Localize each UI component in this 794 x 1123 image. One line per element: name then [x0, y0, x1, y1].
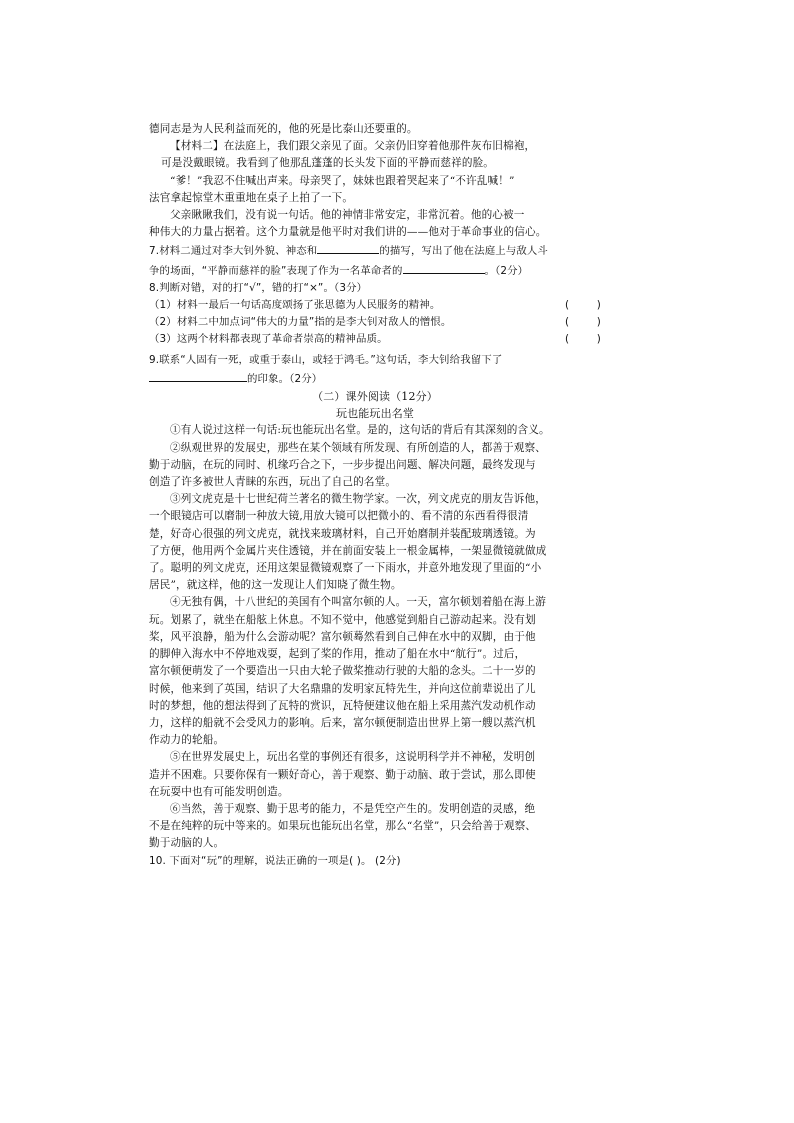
question-7-line-1: 7.材料二通过对李大钊外貌、神态和 的描写，写出了他在法庭上与敌人斗	[149, 241, 601, 260]
answer-blank[interactable]	[317, 241, 379, 254]
material-two-line: 可是没戴眼镜。我看到了他那乱蓬蓬的长头发下面的平静而慈祥的脸。	[161, 157, 495, 170]
passage-line: 德同志是为人民利益而死的，他的死是比泰山还要重的。	[149, 123, 418, 135]
question-8-title: 8.判断对错，对的打“√”，错的打“×”。（3分）	[149, 281, 368, 294]
passage-line: 法官拿起惊堂木重重地在桌子上拍了一下。	[149, 191, 354, 204]
article-line: 勤于动脑，在玩的同时、机缘巧合之下，一步步提出问题、解决问题，最终发现与	[149, 458, 536, 471]
answer-blank[interactable]	[149, 369, 247, 382]
article-line: 时候，他来到了英国，结识了大名鼎鼎的发明家瓦特先生，并向这位前辈说出了儿	[149, 682, 536, 695]
article-line: 力，这样的船就不会受风力的影响。后来，富尔顿便制造出世界上第一艘以蒸汽机	[149, 716, 536, 729]
article-line: ⑤在世界发展史上，玩出名堂的事例还有很多，这说明科学并不神秘，发明创	[170, 751, 536, 764]
passage-line: 父亲瞅瞅我们，没有说一句话。他的神情非常安定，非常沉着。他的心被一	[170, 209, 525, 222]
article-line: 勤于动脑的人。	[149, 837, 225, 850]
article-line: 的脚伸入海水中不停地戏耍，起到了桨的作用，推动了船在水中“航行”。过后，	[149, 648, 526, 661]
article-line: 了方便，他用两个金属片夹住透镜，并在前面安装上一根金属棒，一架显微镜就做成	[149, 544, 547, 557]
article-body	[149, 422, 601, 852]
question-10: 10. 下面对“玩”的理解，说法正确的一项是( )。 (2分)	[149, 854, 401, 867]
article-line: ③列文虎克是十七世纪荷兰著名的微生物学家。一次，列文虎克的朋友告诉他，	[170, 493, 547, 506]
passage-line: “爹！”我忍不住喊出声来。母亲哭了，妹妹也跟着哭起来了“不许乱喊！”	[170, 174, 515, 187]
question-8-item: （3）这两个材料都表现了革命者崇高的精神品质。 ( )	[149, 331, 601, 348]
article-line: 一个眼镜店可以磨制一种放大镜,用放大镜可以把微小的、看不清的东西看得很清	[149, 510, 529, 523]
article-line: 居民”，就这样，他的这一发现让人们知晓了微生物。	[149, 579, 402, 592]
article-line: 桨，风平浪静，船为什么会游动呢？富尔顿蓦然看到自己伸在水中的双脚，由于他	[149, 630, 536, 643]
answer-paren[interactable]: ( )	[564, 333, 601, 346]
article-title: 玩也能玩出名堂	[335, 407, 415, 421]
article-line: ①有人说过这样一句话:玩也能玩出名堂。是的，这句话的背后有其深刻的含义。	[170, 424, 550, 437]
article-line: ⑥当然，善于观察、勤于思考的能力，不是凭空产生的。发明创造的灵感，绝	[170, 802, 536, 815]
material-two-line: 【材料二】在法庭上，我们跟父亲见了面。父亲仍旧穿着他那件灰布旧棉袍，	[170, 140, 536, 153]
answer-blank[interactable]	[403, 261, 485, 274]
article-line: 了。聪明的列文虎克，还用这架显微镜观察了一下雨水，并意外地发现了里面的“小	[149, 562, 542, 575]
question-8-item: （2）材料二中加点词“伟大的力量”指的是李大钊对敌人的憎恨。 ( )	[149, 314, 601, 331]
question-8-item: （1）材料一最后一句话高度颂扬了张思德为人民服务的精神。 ( )	[149, 297, 601, 314]
article-line: 楚，好奇心很强的列文虎克，就找来玻璃材料，自己开始磨制并装配玻璃透镜。为	[149, 527, 536, 540]
exam-page	[149, 121, 601, 870]
question-9-line-1: 9.联系“人固有一死，或重于泰山，或轻于鸿毛。”这句话，李大钊给我留下了	[149, 353, 503, 366]
article-line: 在玩耍中也有可能发明创造。	[149, 785, 289, 798]
article-line: 创造了许多被世人青睐的东西，玩出了自己的名堂。	[149, 476, 397, 489]
answer-paren[interactable]: ( )	[564, 316, 601, 329]
article-line: ④无独有偶，十八世纪的美国有个叫富尔顿的人。一天，富尔顿划着船在海上游	[170, 596, 547, 609]
article-line: 作动力的轮船。	[149, 734, 225, 747]
passage-line: 种伟大的力量占据着。这个力量就是他平时对我们讲的——他对于革命事业的信心。	[149, 226, 547, 239]
article-line: 造并不困难。只要你保有一颗好奇心，善于观察、勤于动脑、敢于尝试，那么即使	[149, 768, 536, 781]
question-7-line-2: 争的场面，“平静而慈祥的脸”表现了作为一名革命者的 。（2分）	[149, 261, 601, 280]
article-line: 时的梦想，他的想法得到了瓦特的赏识，瓦特便建议他在船上采用蒸汽发动机作动	[149, 699, 536, 712]
article-line: 不是在纯粹的玩中等来的。如果玩也能玩出名堂，那么“名堂”，只会给善于观察、	[149, 820, 537, 833]
answer-paren[interactable]: ( )	[564, 299, 601, 312]
article-line: 玩。划累了，就坐在船舷上休息。不知不觉中，他感觉到船自己游动起来。没有划	[149, 613, 536, 626]
article-line: ②纵观世界的发展史，那些在某个领域有所发现、有所创造的人，都善于观察、	[170, 441, 547, 454]
section-heading: （二）课外阅读（12分）	[312, 390, 438, 404]
article-line: 富尔顿便萌发了一个要造出一只由大轮子做桨推动行驶的大船的念头。二十一岁的	[149, 665, 536, 678]
question-9-line-2: 的印象。（2分）	[149, 369, 601, 388]
